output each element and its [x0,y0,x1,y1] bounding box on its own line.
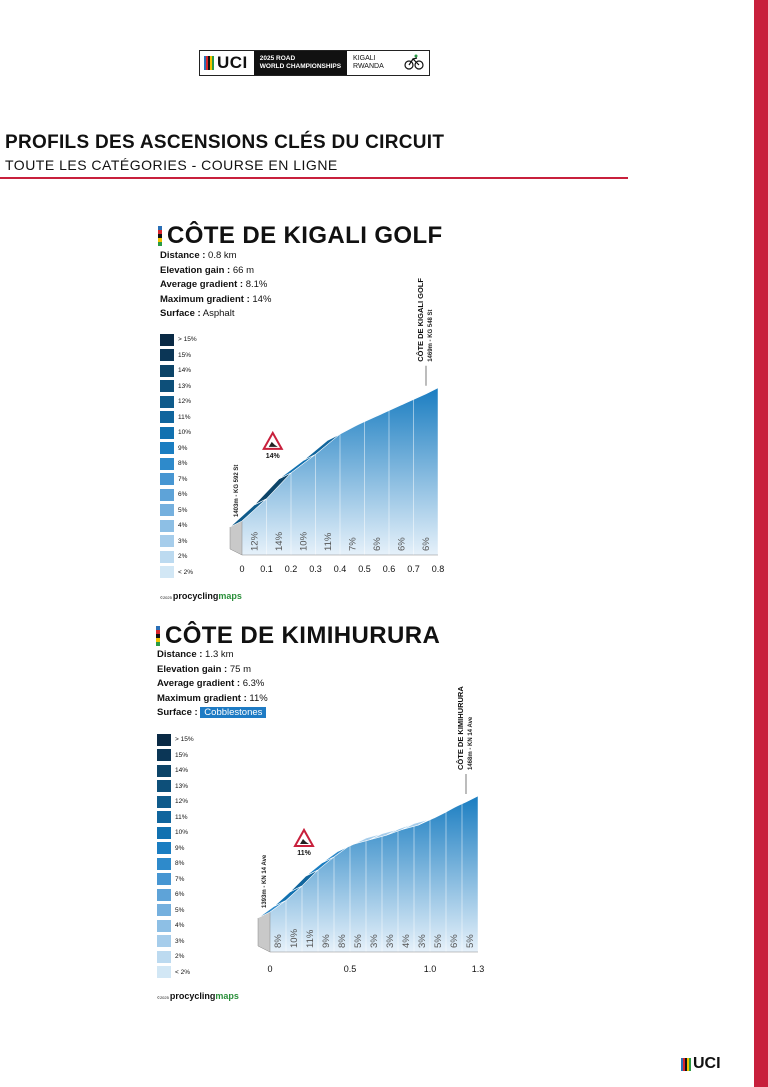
legend-row [157,763,194,779]
legend-row [160,534,197,550]
x-tick-label: 0.2 [284,564,298,574]
legend-swatch [157,858,171,870]
legend-row [157,934,194,950]
legend-label: 15% [178,351,192,359]
procyclingmaps-credit: ©2025procyclingmaps [157,991,239,1001]
legend-label: 14% [178,367,192,375]
legend-label: < 2% [178,568,193,576]
legend-row [160,394,197,410]
legend-row [160,348,197,364]
legend-row [157,779,194,795]
legend-swatch [160,411,174,423]
segment-gradient-label: 11% [322,532,334,551]
legend-row [157,965,194,981]
legend-label: 6% [175,891,185,899]
legend-label: 4% [178,522,188,530]
legend-label: 9% [175,844,185,852]
legend-swatch [160,334,174,346]
legend-swatch [160,458,174,470]
max-gradient-label: 14% [265,452,280,460]
segment-gradient-label: 12% [249,531,261,551]
legend-swatch [160,396,174,408]
legend-swatch [157,780,171,792]
legend-swatch [160,504,174,516]
climb-stats-kimihurura: Distance : 1.3 km Elevation gain : 75 m Average gradient : 6.3% Maximum gradient : 11% Surface : Cobblestones [157,649,268,718]
legend-label: 5% [178,506,188,514]
legend-label: 15% [175,751,189,759]
summit-name-label: CÔTE DE KIGALI GOLF [416,278,425,362]
segment-gradient-label: 11% [305,929,316,948]
segment-gradient-label: 10% [289,928,300,948]
profile-side-wall [258,912,270,952]
x-tick-label: 1.3 [471,964,485,974]
climb-title-kigali-golf: CÔTE DE KIGALI GOLF [158,222,443,250]
segment-gradient-label: 8% [273,934,284,948]
legend-swatch [160,489,174,501]
segment-gradient-label: 9% [321,934,332,948]
legend-swatch [160,442,174,454]
legend-row [157,841,194,857]
x-tick-label: 0.8 [431,564,445,574]
legend-swatch [160,535,174,547]
segment-gradient-label: 6% [371,537,383,551]
legend-row [160,565,197,581]
x-tick-label: 0.1 [260,564,273,574]
rainbow-stripes [204,56,214,70]
legend-row [160,518,197,534]
summit-elevation-label: 1468m - KN 14 Ave [468,716,474,770]
legend-swatch [160,473,174,485]
legend-swatch [160,365,174,377]
legend-row [157,748,194,764]
legend-row [160,425,197,441]
legend-label: 13% [175,782,189,790]
cyclist-icon [403,54,425,70]
legend-label: 10% [178,429,192,437]
legend-row [160,379,197,395]
legend-swatch [160,349,174,361]
legend-row [157,887,194,903]
x-tick-label: 0.7 [407,564,420,574]
gradient-legend-kimihurura [157,732,194,980]
legend-row [160,472,197,488]
legend-label: 10% [175,829,189,837]
legend-swatch [157,811,171,823]
segment-gradient-label: 8% [337,934,348,948]
legend-row [157,732,194,748]
segment-gradient-label: 10% [298,531,310,551]
legend-swatch [157,935,171,947]
legend-label: 6% [178,491,188,499]
legend-label: 14% [175,767,189,775]
legend-row [160,503,197,519]
legend-row [157,872,194,888]
segment-gradient-label: 5% [353,934,364,948]
event-name: 2025 ROAD WORLD CHAMPIONSHIPS [254,51,347,75]
legend-label: > 15% [178,336,197,344]
x-tick-label: 0.4 [333,564,347,574]
segment-gradient-label: 3% [385,934,396,948]
legend-label: 2% [178,553,188,561]
legend-swatch [157,827,171,839]
legend-row [157,918,194,934]
page-title: PROFILS DES ASCENSIONS CLÉS DU CIRCUIT [5,132,445,153]
segment-gradient-label: 3% [417,934,428,948]
legend-label: 12% [175,798,189,806]
legend-swatch [157,842,171,854]
gradient-legend-kigali-golf [160,332,197,580]
legend-swatch [157,951,171,963]
x-tick-label: 0.6 [382,564,396,574]
legend-row [160,410,197,426]
segment-gradient-label: 6% [449,934,460,948]
legend-label: 7% [178,475,188,483]
legend-swatch [160,520,174,532]
climb-title-kimihurura: CÔTE DE KIMIHURURA [156,622,440,650]
legend-row [160,456,197,472]
segment-gradient-label: 14% [273,531,285,551]
page-subtitle: TOUTE LES CATÉGORIES - COURSE EN LIGNE [5,157,338,173]
summit-elevation-label: 1469m - KG 548 St [428,309,434,362]
elevation-profile-kigali-golf [220,265,460,585]
legend-row [160,487,197,503]
legend-swatch [160,380,174,392]
x-tick-label: 0 [267,964,273,974]
legend-swatch [160,427,174,439]
segment-gradient-label: 6% [396,537,408,551]
segment-gradient-label: 5% [433,934,444,948]
x-tick-label: 0.5 [343,964,357,974]
legend-label: 7% [175,875,185,883]
legend-label: 11% [175,813,188,821]
legend-label: < 2% [175,968,190,976]
legend-swatch [157,749,171,761]
legend-swatch [160,551,174,563]
surface-badge: Cobblestones [200,707,266,718]
legend-label: 13% [178,382,192,390]
legend-label: 3% [175,937,185,945]
elevation-profile-kimihurura [240,680,490,985]
legend-row [157,856,194,872]
legend-swatch [157,920,171,932]
right-accent-bar [754,0,768,1087]
legend-swatch [157,966,171,978]
title-divider [0,177,628,179]
start-point-label: 1393m - KN 14 Ave [262,854,268,908]
footer-uci-logo: UCI [681,1055,721,1073]
segment-gradient-label: 4% [401,934,412,948]
legend-row [157,810,194,826]
legend-swatch [157,889,171,901]
legend-row [157,903,194,919]
x-tick-label: 0.3 [309,564,322,574]
legend-swatch [157,734,171,746]
uci-logo: UCI [217,53,248,72]
legend-label: 8% [175,860,185,868]
max-gradient-label: 11% [297,849,311,857]
legend-swatch [157,873,171,885]
legend-swatch [157,796,171,808]
legend-label: 3% [178,537,188,545]
legend-swatch [157,904,171,916]
legend-row [160,441,197,457]
legend-row [160,549,197,565]
legend-label: 11% [178,413,191,421]
legend-label: 12% [178,398,192,406]
legend-row [160,363,197,379]
legend-label: 5% [175,906,185,914]
procyclingmaps-credit: ©2025procyclingmaps [160,591,242,601]
segment-gradient-label: 5% [465,934,476,948]
legend-label: 2% [175,953,185,961]
legend-label: > 15% [175,736,194,744]
profile-area [270,796,478,952]
legend-row [157,794,194,810]
legend-swatch [157,765,171,777]
summit-name-label: CÔTE DE KIMIHURURA [456,686,465,770]
x-tick-label: 1.0 [423,964,437,974]
climb-stats-kigali-golf: Distance : 0.8 km Elevation gain : 66 m Average gradient : 8.1% Maximum gradient : 14% Surface : Asphalt [160,250,272,319]
start-point-label: 1403m - KG 592 St [234,464,240,517]
segment-gradient-label: 3% [369,934,380,948]
championship-banner [199,50,430,76]
legend-label: 4% [175,922,185,930]
x-tick-label: 0.5 [358,564,371,574]
legend-row [157,949,194,965]
legend-row [157,825,194,841]
x-tick-label: 0 [239,564,245,574]
legend-row [160,332,197,348]
legend-label: 8% [178,460,188,468]
segment-gradient-label: 7% [347,537,359,551]
legend-label: 9% [178,444,188,452]
segment-gradient-label: 6% [420,537,432,551]
legend-swatch [160,566,174,578]
host-city: KIGALI RWANDA [353,55,384,70]
